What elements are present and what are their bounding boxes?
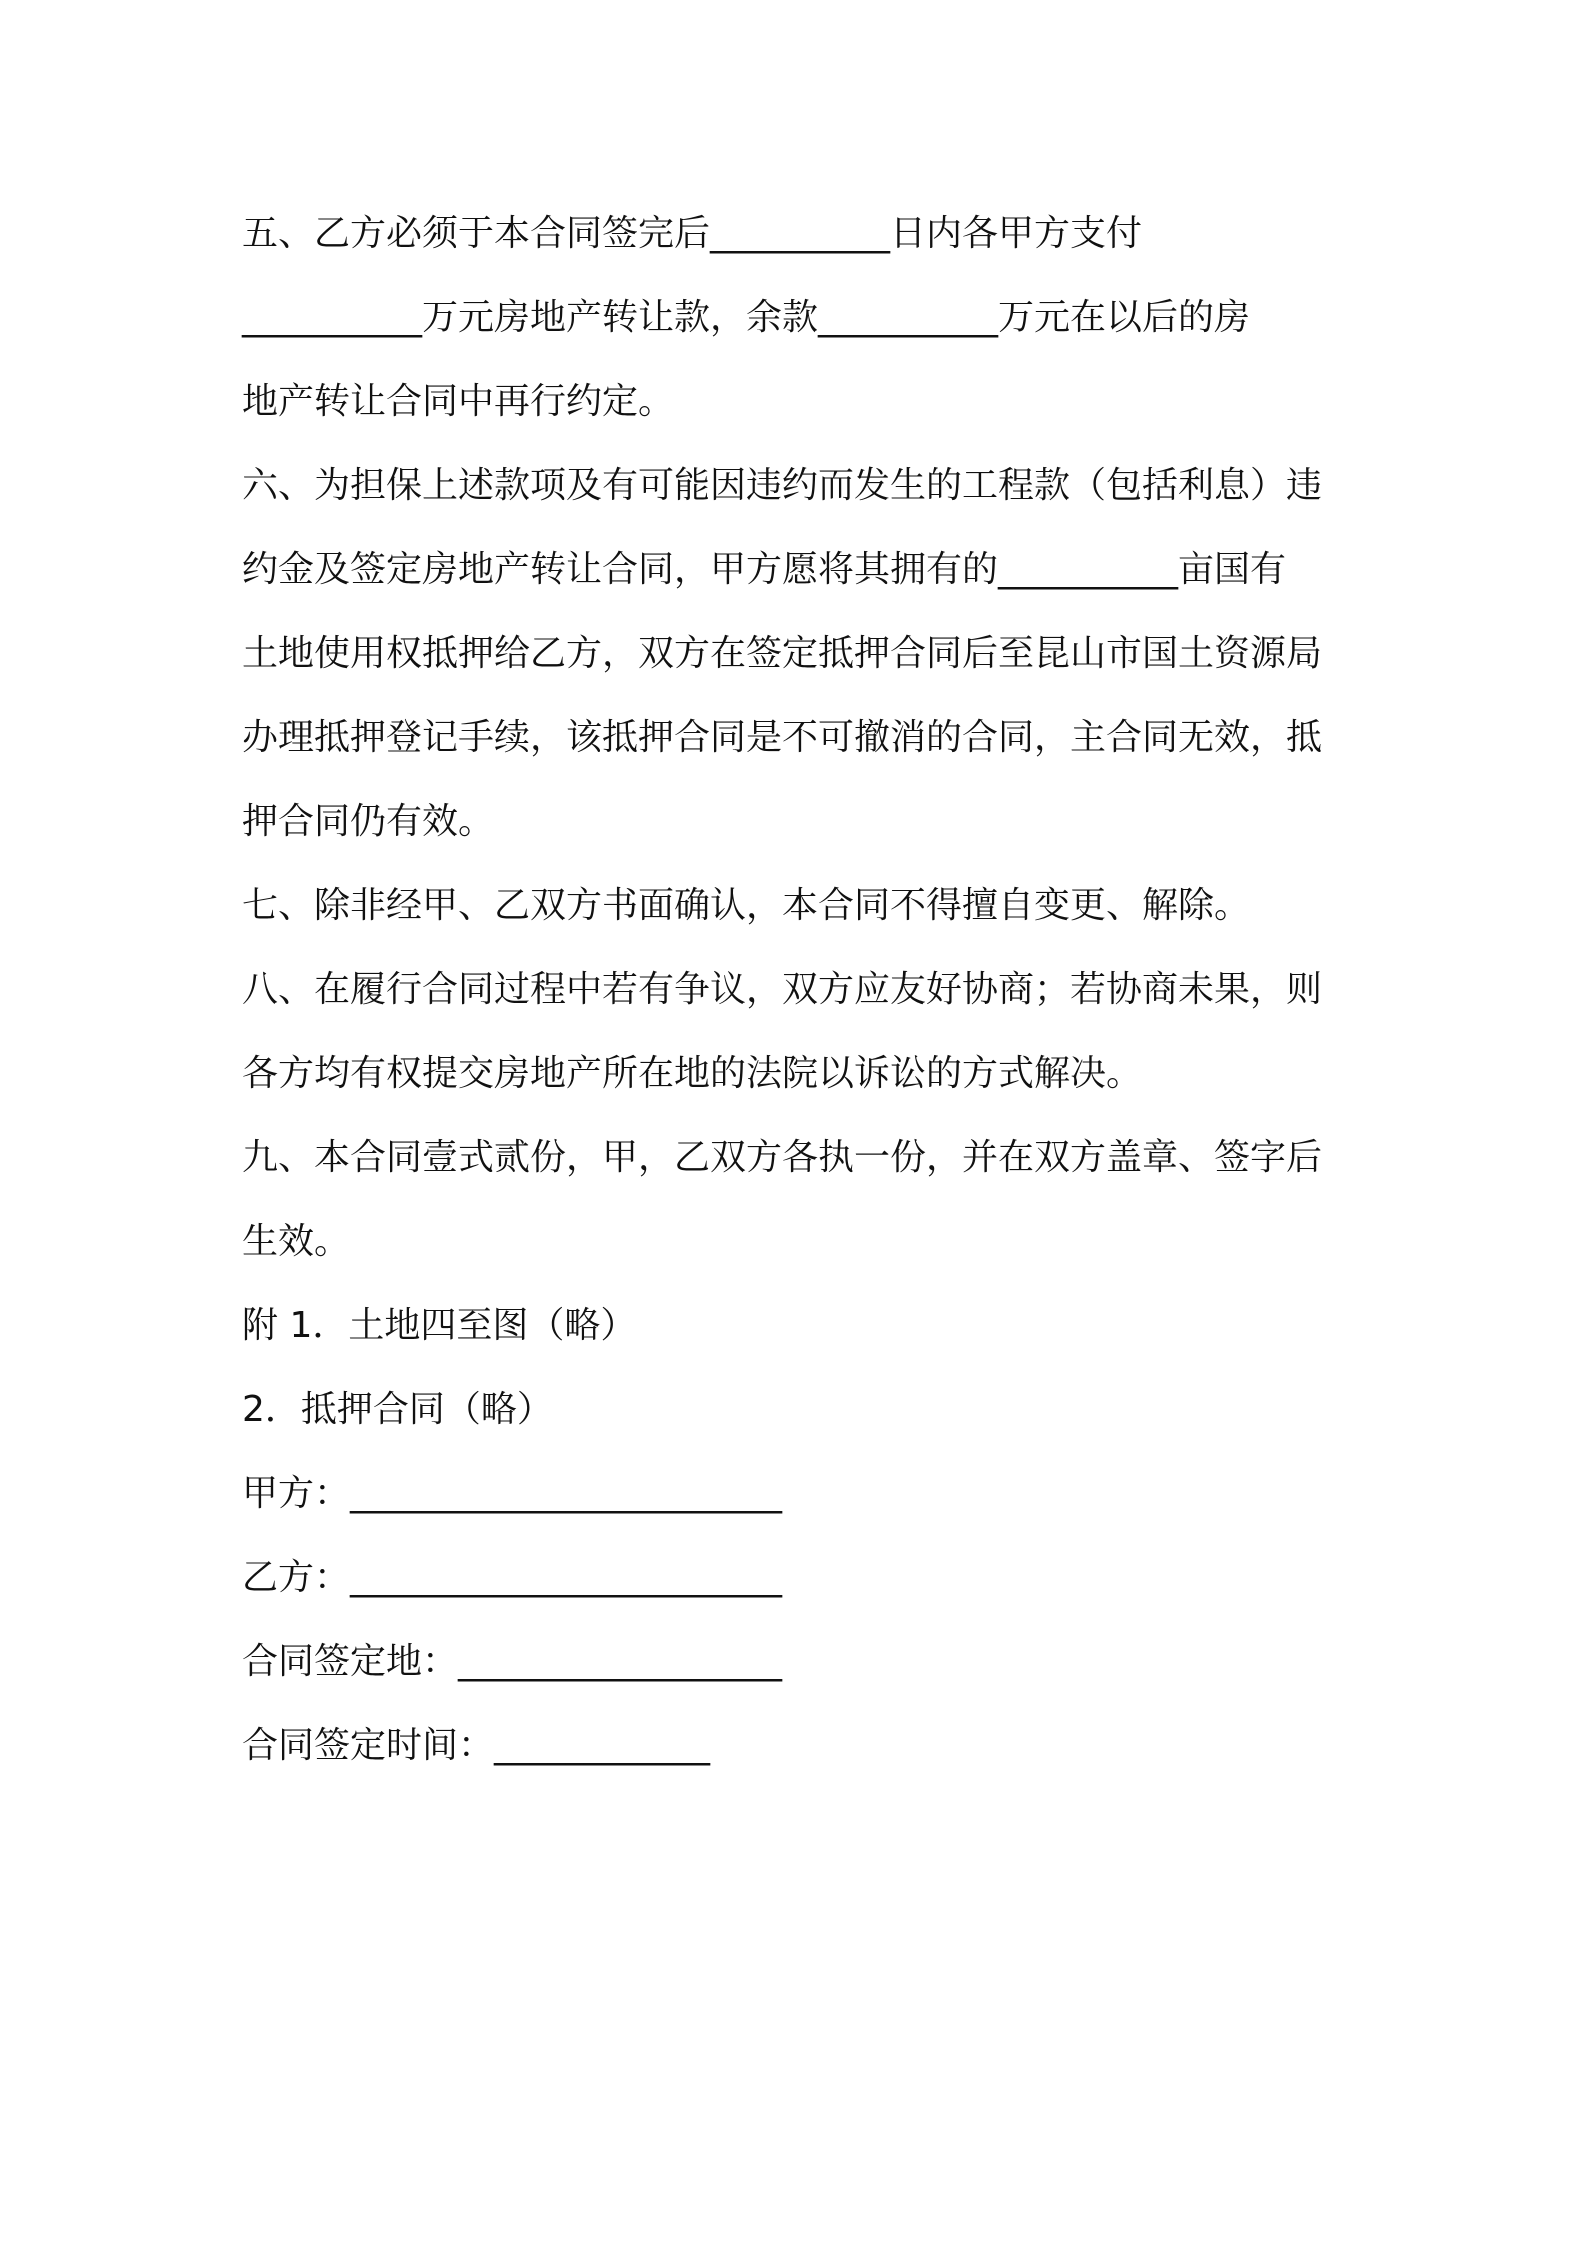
clause-line xyxy=(242,192,1362,276)
signature-text: 甲方：________________________ xyxy=(242,1473,783,1514)
signature-text: 乙方：________________________ xyxy=(242,1557,783,1598)
attachment-text: 2．抵押合同（略） xyxy=(242,1389,553,1430)
clause-line xyxy=(242,1032,1362,1116)
party-a-signature xyxy=(242,1452,1362,1536)
clause-line xyxy=(242,444,1362,528)
clause-text: 押合同仍有效。 xyxy=(242,801,495,842)
attachment-text: 附 1．土地四至图（略） xyxy=(242,1305,637,1346)
clause-line xyxy=(242,1116,1362,1200)
clause-text: 生效。 xyxy=(242,1221,351,1262)
clause-line xyxy=(242,612,1362,696)
clause-line xyxy=(242,528,1362,612)
clause-text: 八、在履行合同过程中若有争议，双方应友好协商；若协商未果，则 xyxy=(242,969,1323,1010)
signature-block xyxy=(242,1452,1362,1788)
clause-text: 各方均有权提交房地产所在地的法院以诉讼的方式解决。 xyxy=(242,1053,1143,1094)
clause-7 xyxy=(242,864,1362,948)
clause-line xyxy=(242,276,1362,360)
clause-text: 六、为担保上述款项及有可能因违约而发生的工程款（包括利息）违 xyxy=(242,465,1323,506)
attachment-item xyxy=(242,1368,1362,1452)
clause-line xyxy=(242,864,1362,948)
clause-text: __________万元房地产转让款，余款__________万元在以后的房 xyxy=(242,297,1251,338)
clause-text: 五、乙方必须于本合同签完后__________日内各甲方支付 xyxy=(242,213,1143,254)
clause-9 xyxy=(242,1116,1362,1284)
signing-date xyxy=(242,1704,1362,1788)
clause-text: 约金及签定房地产转让合同，甲方愿将其拥有的__________亩国有 xyxy=(242,549,1287,590)
signing-place xyxy=(242,1620,1362,1704)
clause-text: 土地使用权抵押给乙方，双方在签定抵押合同后至昆山市国土资源局 xyxy=(242,633,1323,674)
clause-line xyxy=(242,948,1362,1032)
signature-text: 合同签定地：__________________ xyxy=(242,1641,783,1682)
signature-text: 合同签定时间：____________ xyxy=(242,1725,711,1766)
contract-body xyxy=(242,192,1362,1788)
clause-text: 地产转让合同中再行约定。 xyxy=(242,381,675,422)
clause-text: 办理抵押登记手续，该抵押合同是不可撤消的合同，主合同无效，抵 xyxy=(242,717,1323,758)
clause-line xyxy=(242,1200,1362,1284)
attachments xyxy=(242,1284,1362,1452)
clause-line xyxy=(242,780,1362,864)
attachment-item xyxy=(242,1284,1362,1368)
clause-line xyxy=(242,696,1362,780)
clause-6 xyxy=(242,444,1362,864)
clause-text: 七、除非经甲、乙双方书面确认，本合同不得擅自变更、解除。 xyxy=(242,885,1251,926)
clause-text: 九、本合同壹式贰份，甲，乙双方各执一份，并在双方盖章、签字后 xyxy=(242,1137,1323,1178)
clause-5 xyxy=(242,192,1362,444)
party-b-signature xyxy=(242,1536,1362,1620)
clause-8 xyxy=(242,948,1362,1116)
clause-line xyxy=(242,360,1362,444)
